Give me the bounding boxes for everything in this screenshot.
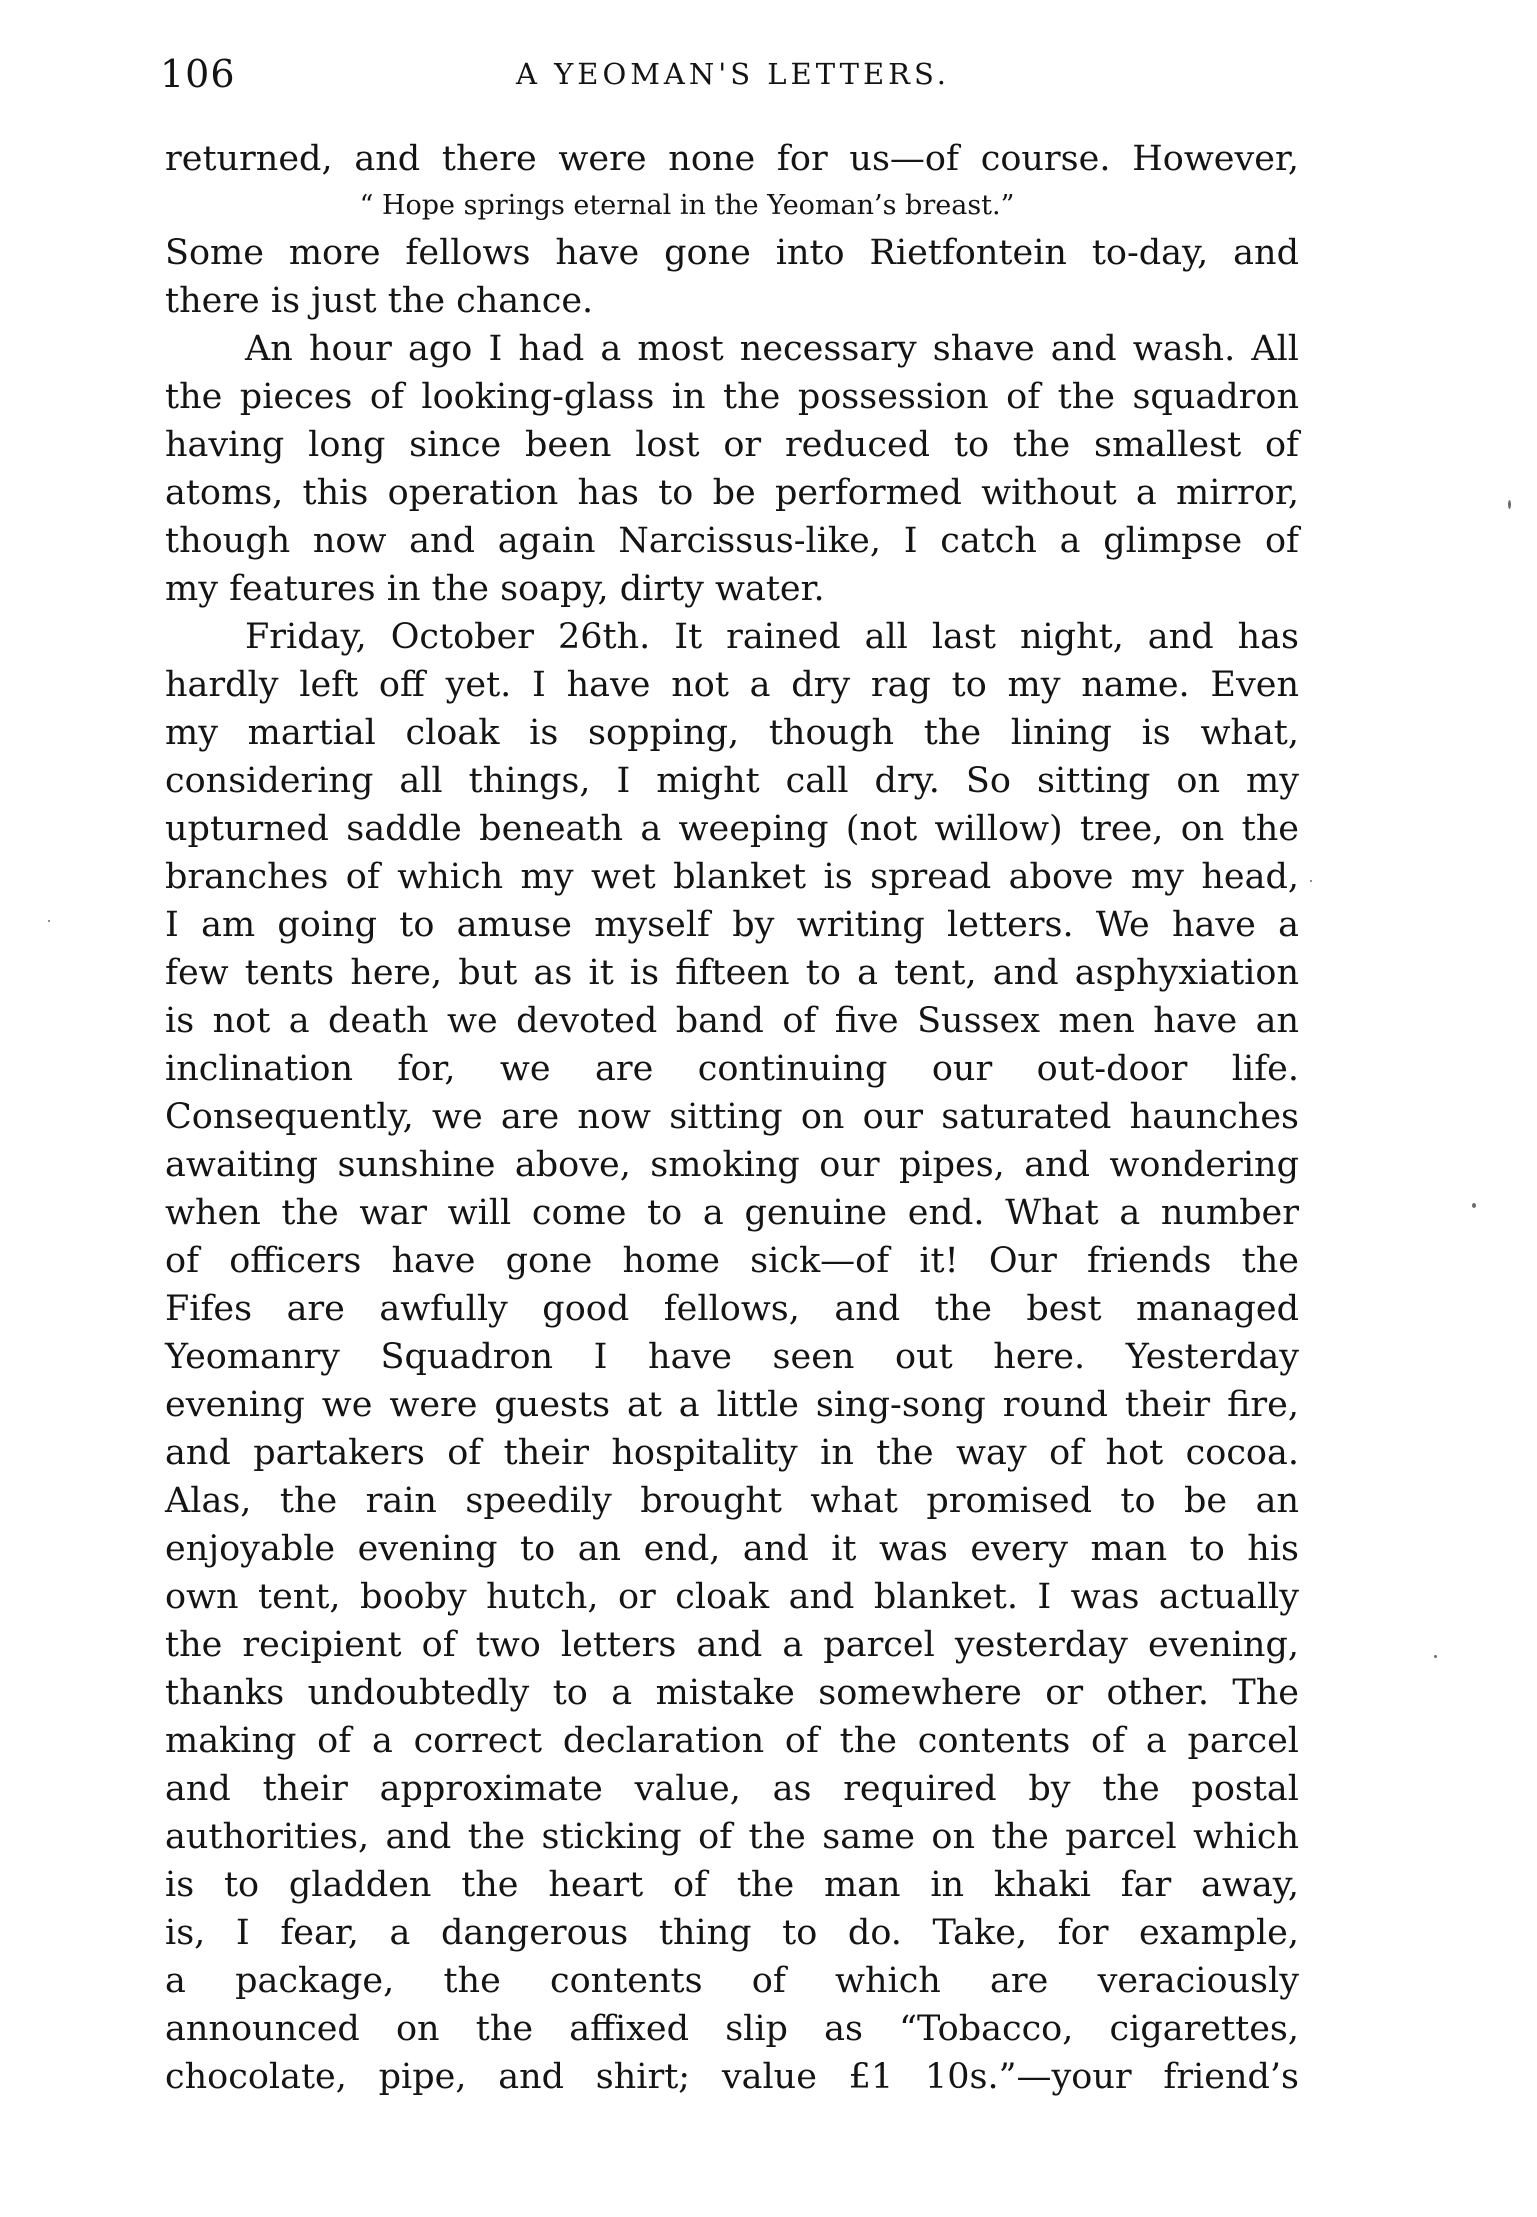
scan-speck xyxy=(1310,880,1312,882)
text-line: Alas, the rain speedily brought what promised to be an xyxy=(165,1481,1299,1521)
text-line: hardly left off yet. I have not a dry rag to my name. Even xyxy=(165,665,1299,705)
text-line: announced on the affixed slip as “Tobacco, cigarettes, xyxy=(165,2009,1299,2049)
quoted-verse-line: “ Hope springs eternal in the Yeoman’s breast.” xyxy=(359,190,1015,221)
text-line: evening we were guests at a little sing-song round their fire, xyxy=(165,1385,1299,1425)
text-line: making of a correct declaration of the contents of a parcel xyxy=(165,1721,1299,1761)
text-line: few tents here, but as it is fifteen to a tent, and asphyxiation xyxy=(165,953,1299,993)
text-line: thanks undoubtedly to a mistake somewhere or other. The xyxy=(165,1673,1299,1713)
text-line: having long since been lost or reduced to the smallest of xyxy=(165,425,1299,465)
text-line: Friday, October 26th. It rained all last night, and has xyxy=(245,617,1299,657)
text-line: upturned saddle beneath a weeping (not willow) tree, on the xyxy=(165,809,1299,849)
scan-speck xyxy=(1434,1655,1437,1658)
text-line: and their approximate value, as required by the postal xyxy=(165,1769,1299,1809)
text-line: awaiting sunshine above, smoking our pipes, and wondering xyxy=(165,1145,1299,1185)
text-line: Consequently, we are now sitting on our saturated haunches xyxy=(165,1097,1299,1137)
scan-speck xyxy=(1508,500,1511,509)
text-line: returned, and there were none for us—of course. However, xyxy=(165,139,1299,179)
text-line: own tent, booby hutch, or cloak and blanket. I was actually xyxy=(165,1577,1299,1617)
text-line: atoms, this operation has to be performed without a mirror, xyxy=(165,473,1299,513)
page-number: 106 xyxy=(160,52,236,96)
text-line: my features in the soapy, dirty water. xyxy=(165,569,825,609)
running-head xyxy=(160,52,1306,112)
text-line: Fifes are awfully good fellows, and the best managed xyxy=(165,1289,1299,1329)
text-line: considering all things, I might call dry. So sitting on my xyxy=(165,761,1299,801)
scan-speck xyxy=(48,920,50,922)
text-line: and partakers of their hospitality in the way of hot cocoa. xyxy=(165,1433,1299,1473)
text-line: of officers have gone home sick—of it! Our friends the xyxy=(165,1241,1299,1281)
text-line: is not a death we devoted band of five Sussex men have an xyxy=(165,1001,1299,1041)
running-title: A YEOMAN'S LETTERS. xyxy=(515,57,951,91)
text-line: is, I fear, a dangerous thing to do. Take, for example, xyxy=(165,1913,1299,1953)
text-line: branches of which my wet blanket is spread above my head, xyxy=(165,857,1299,897)
text-line: An hour ago I had a most necessary shave and wash. All xyxy=(245,329,1299,369)
text-line: a package, the contents of which are veraciously xyxy=(165,1961,1299,2001)
text-line: authorities, and the sticking of the same on the parcel which xyxy=(165,1817,1299,1857)
text-line: Some more fellows have gone into Rietfontein to-day, and xyxy=(165,233,1299,273)
text-line: enjoyable evening to an end, and it was every man to his xyxy=(165,1529,1299,1569)
text-line: though now and again Narcissus-like, I catch a glimpse of xyxy=(165,521,1299,561)
text-line: the recipient of two letters and a parcel yesterday evening, xyxy=(165,1625,1299,1665)
scan-speck xyxy=(1472,1203,1476,1208)
text-line: there is just the chance. xyxy=(165,281,594,321)
text-line: inclination for, we are continuing our out-door life. xyxy=(165,1049,1299,1089)
text-line: I am going to amuse myself by writing letters. We have a xyxy=(165,905,1299,945)
text-line: is to gladden the heart of the man in khaki far away, xyxy=(165,1865,1299,1905)
text-line: when the war will come to a genuine end. What a number xyxy=(165,1193,1299,1233)
text-line: Yeomanry Squadron I have seen out here. Yesterday xyxy=(165,1337,1299,1377)
text-line: the pieces of looking-glass in the possession of the squadron xyxy=(165,377,1299,417)
text-line: my martial cloak is sopping, though the lining is what, xyxy=(165,713,1299,753)
text-line: chocolate, pipe, and shirt; value £1 10s.”—your friend’s xyxy=(165,2057,1299,2097)
body-text xyxy=(165,135,1299,2101)
